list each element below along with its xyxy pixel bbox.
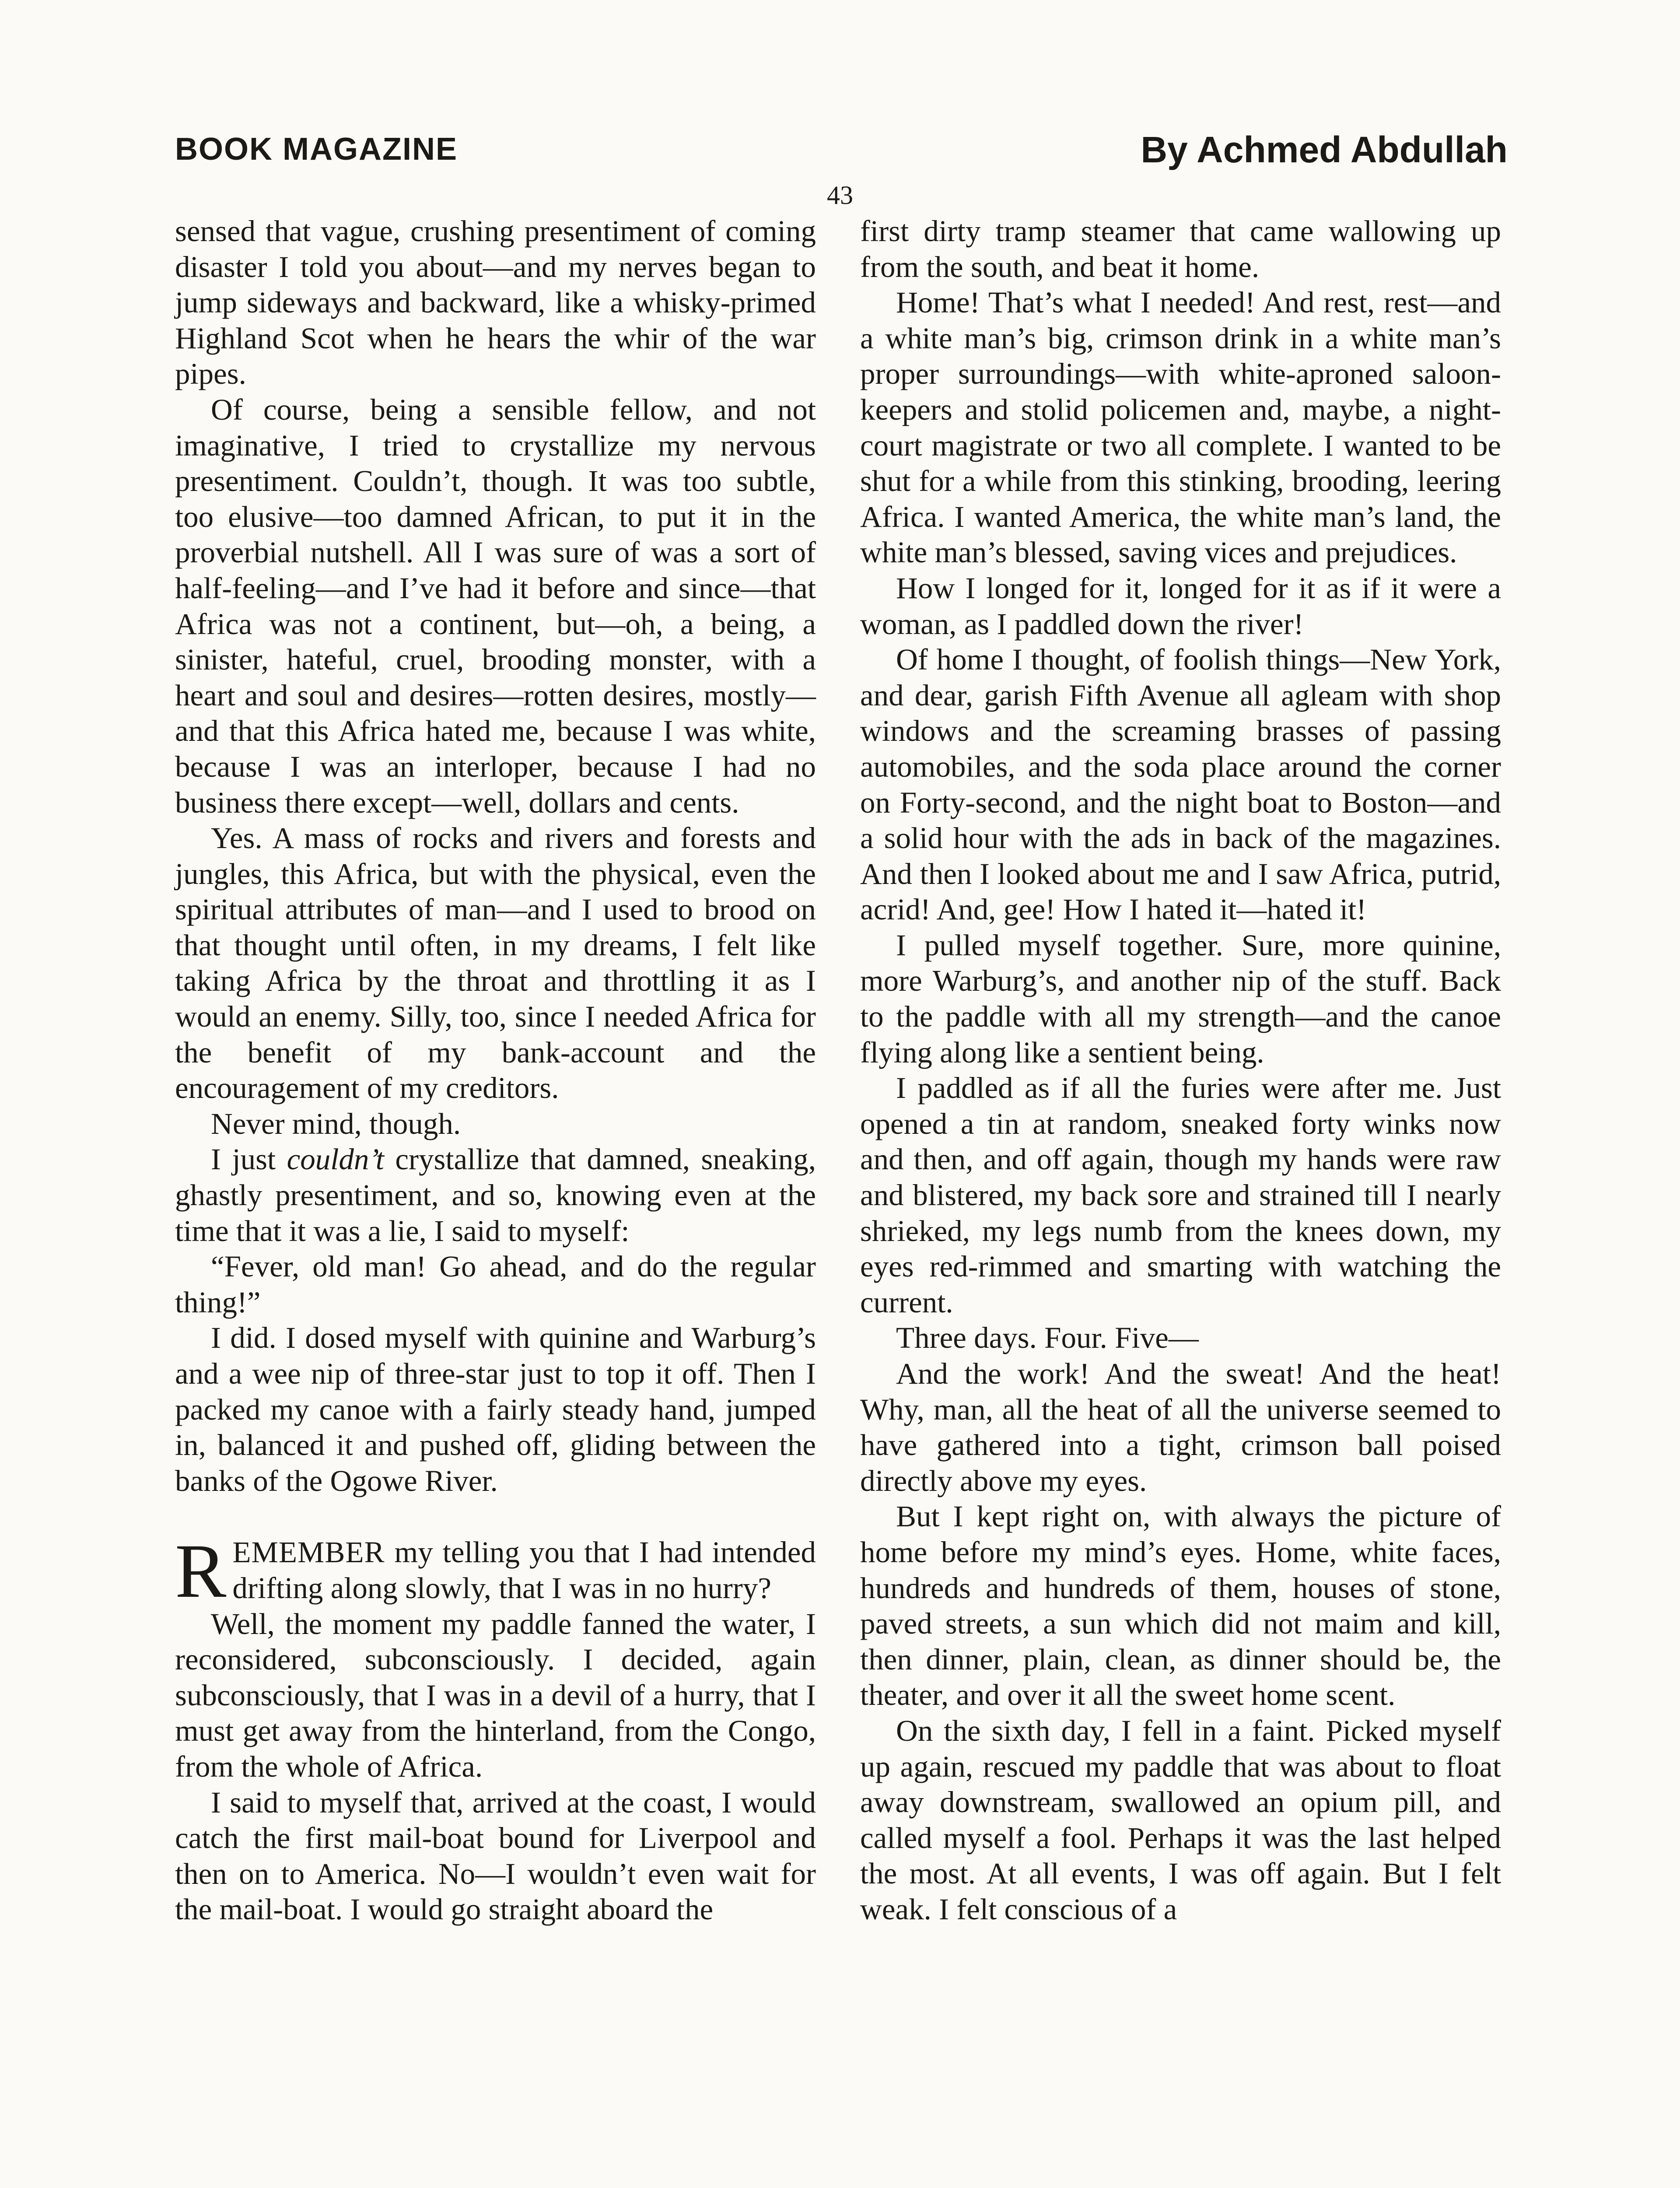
paragraph: How I longed for it, longed for it as if it were a woman, as I paddled down the river! [860, 571, 1501, 641]
paragraph: And the work! And the sweat! And the heat! Why, man, all the heat of all the universe seemed to have gathered into a tight, crimson ball poised directly above my eyes. [860, 1357, 1501, 1497]
text-run: my telling you that I had intended drifting along slowly, that I was in no hurry? [232, 1536, 816, 1605]
paragraph: “Fever, old man! Go ahead, and do the regular thing!” [175, 1250, 816, 1319]
paragraph: I paddled as if all the furies were after me. Just opened a tin at random, sneaked forty winks now and then, and off again, though my hands were raw and blistered, my back sore and strained till I nearly shrieked, my legs numb from the knees down, my eyes red-rimmed and smarting with watching the current. [860, 1071, 1501, 1319]
paragraph: Of course, being a sensible fellow, and not imaginative, I tried to crystallize my nervous presentiment. Couldn’t, though. It was too subtle, too elusive—too damned African, to put it in the proverbial nutshell. All I was sure of was a sort of half-feeling—and I’ve had it before and since—that Africa was not a continent, but—oh, a being, a sinister, hateful, cruel, brooding monster, with a heart and soul and desires—rotten desires, mostly—and that this Africa hated me, because I was white, because I was an interloper, because I had no business there except—well, dollars and cents. [175, 393, 816, 819]
paragraph: I said to myself that, arrived at the coast, I would catch the first mail-boat bound for Liverpool and then on to America. No—I wouldn’t even wait for the mail-boat. I would go straight aboard the [175, 1785, 816, 1926]
paragraph: On the sixth day, I fell in a faint. Picked myself up again, rescued my paddle that was about to float away downstream, swallowed an opium pill, and called myself a fool. Perhaps it was the last helped the most. At all events, I was off again. But I felt weak. I felt conscious of a [860, 1714, 1501, 1926]
paragraph: I did. I dosed myself with quinine and Warburg’s and a wee nip of three-star just to top it off. Then I packed my canoe with a fairly steady hand, jumped in, balanced it and pushed off, gliding between the banks of the Ogowe River. [175, 1321, 816, 1497]
paragraph: sensed that vague, crushing presentiment of coming disaster I told you about—and my nerves began to jump sideways and backward, like a whisky-primed Highland Scot when he hears the whir of the war pipes. [175, 214, 816, 391]
paragraph: Home! That’s what I needed! And rest, rest—and a white man’s big, crimson drink in a white man’s proper surroundings—with white-aproned saloon-keepers and stolid policemen and, maybe, a night-court magistrate or two all complete. I wanted to be shut for a while from this stinking, brooding, leering Africa. I wanted America, the white man’s land, the white man’s blessed, saving vices and prejudices. [860, 286, 1501, 569]
magazine-title: BOOK MAGAZINE [175, 132, 458, 167]
small-caps-lead: EMEMBER [232, 1536, 385, 1569]
page-number: 43 [827, 181, 853, 210]
paragraph: Well, the moment my paddle fanned the water, I reconsidered, subconsciously. I decided, again subconsciously, that I was in a devil of a hurry, that I must get away from the hinterland, from the Congo, from the whole of Africa. [175, 1607, 816, 1783]
right-column [860, 214, 1501, 1928]
text-run: I just [211, 1143, 287, 1176]
paragraph: But I kept right on, with always the picture of home before my mind’s eyes. Home, white faces, hundreds and hundreds of them, houses of stone, paved streets, a sun which did not maim and kill, then dinner, plain, clean, as dinner should be, the theater, and over it all the sweet home scent. [860, 1500, 1501, 1712]
emphasis: couldn’t [287, 1143, 384, 1176]
paragraph: Three days. Four. Five— [896, 1321, 1199, 1355]
drop-cap: R [175, 1529, 227, 1614]
text-run: crystallize that damned, sneaking, ghastly presentiment, and so, knowing even at the time that it was a lie, I said to myself: [175, 1143, 816, 1248]
paragraph [175, 1142, 816, 1249]
left-column [175, 214, 816, 1928]
paragraph: Yes. A mass of rocks and rivers and forests and jungles, this Africa, but with the physical, even the spiritual attributes of man—and I used to brood on that thought until often, in my dreams, I felt like taking Africa by the throat and throttling it as I would an enemy. Silly, too, since I needed Africa for the benefit of my bank-account and the encouragement of my creditors. [175, 821, 816, 1105]
paragraph: first dirty tramp steamer that came wallowing up from the south, and beat it home. [860, 214, 1501, 284]
paragraph: Never mind, though. [211, 1107, 461, 1140]
section-opening-paragraph [175, 1529, 816, 1614]
author-byline: By Achmed Abdullah [1141, 129, 1508, 170]
paragraph: I pulled myself together. Sure, more quinine, more Warburg’s, and another nip of the stuff. Back to the paddle with all my strength—and the canoe flying along like a sentient being. [860, 928, 1501, 1069]
paragraph: Of home I thought, of foolish things—New York, and dear, garish Fifth Avenue all agleam with shop windows and the screaming brasses of passing automobiles, and the soda place around the corner on Forty-second, and the night boat to Boston—and a solid hour with the ads in back of the magazines. And then I looked about me and I saw Africa, putrid, acrid! And, gee! How I hated it—hated it! [860, 643, 1501, 926]
page-header [175, 131, 1508, 179]
